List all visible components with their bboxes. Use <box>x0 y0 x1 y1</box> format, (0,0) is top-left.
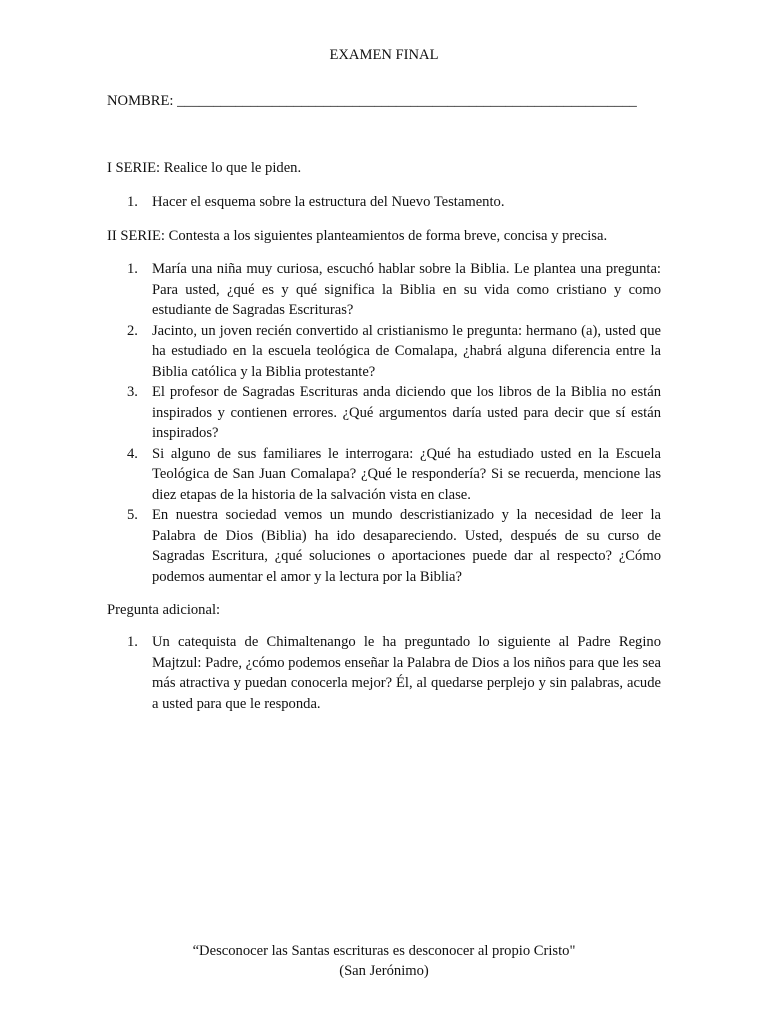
name-field-line: NOMBRE: _______________________________________________________________ <box>107 93 637 109</box>
serie-1-list <box>107 192 661 213</box>
item-number: 1. <box>127 194 138 210</box>
additional-question-list <box>107 632 661 714</box>
item-number: 4. <box>127 445 138 462</box>
item-number: 1. <box>127 634 138 650</box>
quote-author: (San Jerónimo) <box>339 963 429 979</box>
additional-question-heading: Pregunta adicional: <box>107 602 221 618</box>
item-text: En nuestra sociedad vemos un mundo descristianizado y la necesidad de leer la Palabra de Dios (Biblia) ha ido desapareciendo. Usted, después de su curso de Sagradas Escritura, ¿qué soluciones o aportaciones puede dar al respecto? ¿Cómo podemos aumentar el amor y la lectura por la Biblia? <box>152 507 661 585</box>
list-item <box>107 259 661 321</box>
serie-2-heading: II SERIE: Contesta a los siguientes planteamientos de forma breve, concisa y precisa. <box>107 228 608 244</box>
list-item <box>107 321 661 383</box>
serie-1-heading: I SERIE: Realice lo que le piden. <box>107 160 302 176</box>
item-text: El profesor de Sagradas Escrituras anda diciendo que los libros de la Biblia no están inspirados y contienen errores. ¿Qué argumentos daría usted para decir que sí están inspirados? <box>152 384 661 441</box>
item-number: 1. <box>127 261 138 277</box>
list-item <box>107 505 661 587</box>
list-item <box>107 192 661 213</box>
item-text: María una niña muy curiosa, escuchó hablar sobre la Biblia. Le plantea una pregunta: Para usted, ¿qué es y qué significa la Biblia en su vida como cristiano y como estudiante de Sagradas Escrituras? <box>152 261 661 318</box>
item-text: Si alguno de sus familiares le interrogara: ¿Qué ha estudiado usted en la Escuela Teológica de San Juan Comalapa? ¿Qué le respondería? Si se recuerda, mencione las diez etapas de la historia de la salvación vista en clase. <box>152 445 661 503</box>
item-text: Jacinto, un joven recién convertido al cristianismo le pregunta: hermano (a), usted que ha estudiado en la escuela teológica de Comalapa, ¿habrá alguna diferencia entre la Biblia católica y la Biblia protestante? <box>152 322 661 380</box>
list-item <box>107 632 661 714</box>
list-item <box>107 444 661 506</box>
quote-text: “Desconocer las Santas escrituras es desconocer al propio Cristo" <box>192 943 576 959</box>
item-text: Un catequista de Chimaltenango le ha preguntado lo siguiente al Padre Regino Majtzul: Padre, ¿cómo podemos enseñar la Palabra de Dios a los niños para que les sea más atractiva y puedan conocerla mejor? Él, al quedarse perplejo y sin palabras, acude a usted para que le responda. <box>152 634 662 712</box>
item-text: Hacer el esquema sobre la estructura del Nuevo Testamento. <box>152 194 505 210</box>
item-number: 3. <box>127 384 138 400</box>
footer-quote <box>0 941 768 981</box>
exam-title: EXAMEN FINAL <box>329 47 439 63</box>
item-number: 5. <box>127 507 138 523</box>
list-item <box>107 382 661 444</box>
serie-2-list <box>107 259 661 587</box>
item-number: 2. <box>127 322 138 339</box>
